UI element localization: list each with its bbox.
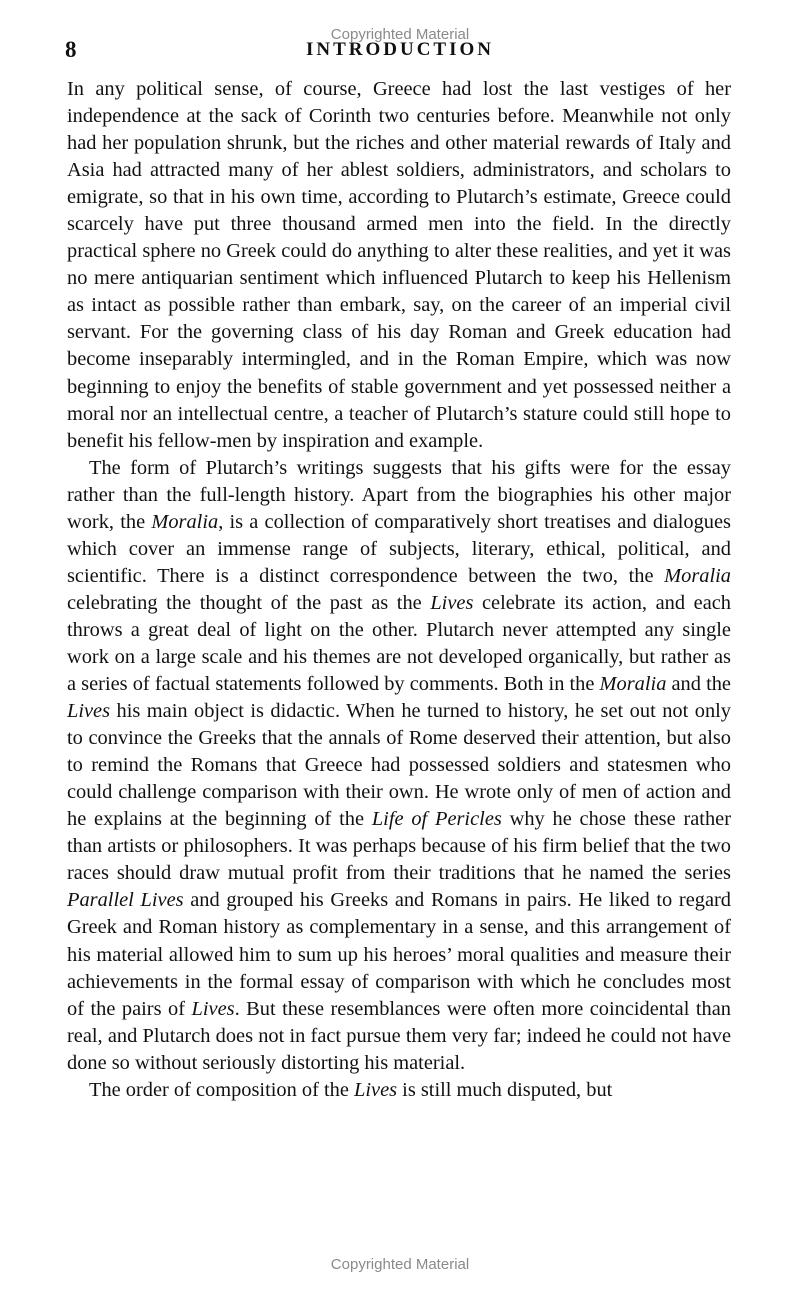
italic-title-lives: Lives [354, 1078, 398, 1101]
paragraph [67, 1077, 731, 1104]
text-run: The form of Plutarch’s writings suggests that his gifts were for the essay rather than the full-length history. Apart from the biographies his other major work, the [67, 456, 731, 533]
text-run: and the [666, 673, 731, 696]
italic-title-lives: Lives [67, 700, 111, 723]
text-run: his main object is didactic. When he turned to history, he set out not only to convince the Greeks that the annals of Rome deserved their attention, but also to remind the Romans that Greece had possessed soldiers and statesmen who could challenge comparison with their own. He wrote only of men of action and he explains at the beginning of the [67, 700, 731, 831]
text-run: celebrate its action, and each throws a great deal of light on the other. Plutarch never attempted any single work on a large scale and his themes are not developed organically, but rather as a series of factual statements followed by comments. Both in the [67, 591, 731, 696]
copyright-watermark-top: Copyrighted Material [330, 26, 470, 43]
italic-title-moralia: Moralia [664, 564, 731, 587]
copyright-watermark-bottom: Copyrighted Material [330, 1256, 470, 1273]
paragraph [67, 455, 731, 1077]
italic-title-parallel-lives: Parallel Lives [67, 889, 184, 912]
text-run: , is a collection of comparatively short treatises and dialogues which cover an immense range of subjects, literary, ethical, political, and scientific. There is a distinct correspondence between the two, the [67, 510, 731, 587]
text-run: is still much disputed, but [397, 1078, 613, 1101]
italic-title-moralia: Moralia [151, 510, 219, 533]
italic-title-lives: Lives [430, 591, 474, 614]
text-run: . But these resemblances were often more coincidental than real, and Plutarch does not in fact pursue them very far; indeed he could not have done so without seriously distorting his material. [67, 997, 731, 1074]
text-run: and grouped his Greeks and Romans in pairs. He liked to regard Greek and Roman history as complementary in a sense, and this arrangement of his material allowed him to sum up his heroes’ moral qualities and measure their achievements in the formal essay of comparison with which he concludes most of the pairs of [67, 889, 731, 1020]
page-header [65, 37, 735, 67]
italic-title-lives: Lives [191, 997, 235, 1020]
italic-title-moralia: Moralia [599, 673, 667, 696]
text-run: celebrating the thought of the past as the [67, 591, 431, 614]
italic-title-life-of-pericles: Life of Pericles [371, 808, 502, 831]
text-run: why he chose these rather than artists or philosophers. It was perhaps because of his firm belief that the two races should draw mutual profit from their traditions that he named the series [67, 808, 731, 885]
body-text [67, 76, 731, 1104]
text-run: In any political sense, of course, Greece had lost the last vestiges of her independence at the sack of Corinth two centuries before. Meanwhile not only had her population shrunk, but the riches and other material rewards of Italy and Asia had attracted many of her ablest soldiers, administrators, and scholars to emigrate, so that in his own time, according to Plutarch’s estimate, Greece could scarcely have put three thousand armed men into the field. In the directly practical sphere no Greek could do anything to alter these realities, and yet it was no mere antiquarian sentiment which influenced Plutarch to keep his Hellenism as intact as possible rather than embark, say, on the career of an imperial civil servant. For the governing class of his day Roman and Greek education had become inseparably intermingled, and in the Roman Empire, which was now beginning to enjoy the benefits of stable government and yet possessed neither a moral nor an intellectual centre, a teacher of Plutarch’s stature could still hope to benefit his fellow-men by inspiration and example. [67, 78, 731, 452]
running-head: INTRODUCTION [305, 39, 495, 60]
paragraph [67, 76, 731, 455]
text-run: The order of composition of the [89, 1078, 355, 1101]
page-number: 8 [65, 37, 77, 62]
